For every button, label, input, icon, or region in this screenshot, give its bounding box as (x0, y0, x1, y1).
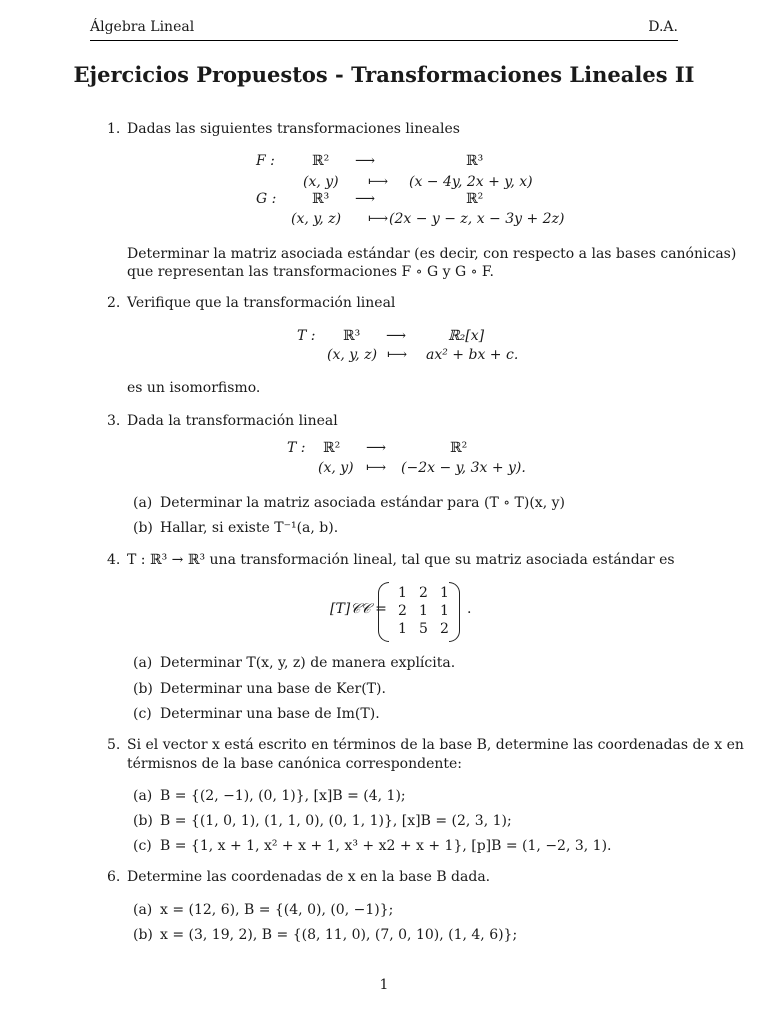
map-image: (−2x − y, 3x + y). (401, 460, 526, 476)
exercise-intro: térmisnos de la base canónica correspondente: (127, 756, 463, 772)
matrix-period: . (467, 601, 472, 617)
map-label: T : (287, 440, 306, 456)
matrix-cell: 1 (440, 585, 449, 601)
exercise-intro: Determine las coordenadas de x en la base B dada. (127, 869, 491, 885)
exercise-number: 6. (107, 869, 121, 885)
map-codomain: ℝ² (450, 440, 468, 456)
exercise-text: es un isomorfismo. (127, 380, 261, 396)
item-text: B = {(1, 0, 1), (1, 1, 0), (0, 1, 1)}, [x]B = (2, 3, 1); (160, 813, 512, 829)
header-left: Álgebra Lineal (90, 19, 195, 35)
item-label: (a) (133, 902, 153, 918)
item-label: (c) (133, 838, 152, 854)
item-text: Hallar, si existe T⁻¹(a, b). (160, 520, 339, 536)
map-variable: (x, y, z) (291, 211, 342, 227)
exercise-number: 1. (107, 121, 121, 137)
map-to-arrow: ⟼ (368, 211, 389, 227)
exercise-number: 4. (107, 552, 121, 568)
header-right: D.A. (648, 19, 678, 35)
exercise-intro: Verifique que la transformación lineal (127, 295, 396, 311)
exercise-text: Determinar la matriz asociada estándar (es decir, con respecto a las bases canónicas) (127, 246, 737, 262)
map-image: (x − 4y, 2x + y, x) (409, 174, 533, 190)
exercise-number: 3. (107, 413, 121, 429)
header-rule (90, 40, 678, 41)
map-variable: (x, y) (318, 460, 354, 476)
map-to-arrow: ⟼ (387, 347, 408, 363)
map-codomain: ℝ³ (466, 153, 484, 169)
map-image: (2x − y − z, x − 3y + 2z) (389, 211, 565, 227)
item-text: Determinar T(x, y, z) de manera explícita. (160, 655, 456, 671)
exercise-intro: Dada la transformación lineal (127, 413, 338, 429)
matrix-cell: 2 (440, 621, 449, 637)
item-label: (b) (133, 681, 153, 697)
map-arrow: ⟶ (355, 191, 376, 207)
map-label: F : (256, 153, 275, 169)
item-text: B = {(2, −1), (0, 1)}, [x]B = (4, 1); (160, 788, 406, 804)
exercise-intro: T : ℝ³ → ℝ³ una transformación lineal, tal que su matriz asociada estándar es (127, 552, 675, 568)
map-label: T : (297, 328, 316, 344)
item-text: Determinar una base de Im(T). (160, 706, 380, 722)
page-title: Ejercicios Propuestos - Transformaciones Lineales II (73, 62, 695, 87)
exercise-intro: Dadas las siguientes transformaciones lineales (127, 121, 460, 137)
item-label: (a) (133, 495, 153, 511)
map-variable: (x, y) (303, 174, 339, 190)
map-to-arrow: ⟼ (368, 174, 389, 190)
exercise-number: 2. (107, 295, 121, 311)
map-arrow: ⟶ (355, 153, 376, 169)
matrix-cell: 1 (440, 603, 449, 619)
item-text: x = (3, 19, 2), B = {(8, 11, 0), (7, 0, 10), (1, 4, 6)}; (160, 927, 518, 943)
map-arrow: ⟶ (366, 440, 387, 456)
matrix-cell: 5 (419, 621, 428, 637)
map-domain: ℝ² (312, 153, 330, 169)
map-label: G : (256, 191, 277, 207)
matrix-cell: 1 (398, 621, 407, 637)
item-label: (b) (133, 520, 153, 536)
map-domain: ℝ² (323, 440, 341, 456)
page-number: 1 (379, 977, 389, 993)
item-label: (a) (133, 788, 153, 804)
item-text: B = {1, x + 1, x² + x + 1, x³ + x2 + x + 1}, [p]B = (1, −2, 3, 1). (160, 838, 612, 854)
exercise-text: que representan las transformaciones F ∘ G y G ∘ F. (127, 264, 494, 280)
map-domain: ℝ³ (312, 191, 330, 207)
map-codomain: ℝ₂[x] (448, 328, 485, 344)
matrix-left-paren (378, 582, 389, 642)
matrix-cell: 1 (419, 603, 428, 619)
item-label: (c) (133, 706, 152, 722)
matrix-cell: 2 (419, 585, 428, 601)
map-image: ax² + bx + c. (426, 347, 519, 363)
map-domain: ℝ³ (343, 328, 361, 344)
item-text: Determinar una base de Ker(T). (160, 681, 386, 697)
matrix-cell: 1 (398, 585, 407, 601)
matrix-right-paren (449, 582, 460, 642)
matrix-cell: 2 (398, 603, 407, 619)
map-codomain: ℝ² (466, 191, 484, 207)
exercise-number: 5. (107, 737, 121, 753)
map-variable: (x, y, z) (327, 347, 378, 363)
exercise-intro: Si el vector x está escrito en términos de la base B, determine las coordenadas de x en (127, 737, 744, 753)
item-label: (b) (133, 927, 153, 943)
map-to-arrow: ⟼ (366, 460, 387, 476)
map-arrow: ⟶ (386, 328, 407, 344)
item-text: x = (12, 6), B = {(4, 0), (0, −1)}; (160, 902, 394, 918)
item-label: (b) (133, 813, 153, 829)
item-text: Determinar la matriz asociada estándar para (T ∘ T)(x, y) (160, 495, 565, 511)
matrix-label: [T]𝒞𝒞 = (330, 601, 387, 617)
item-label: (a) (133, 655, 153, 671)
